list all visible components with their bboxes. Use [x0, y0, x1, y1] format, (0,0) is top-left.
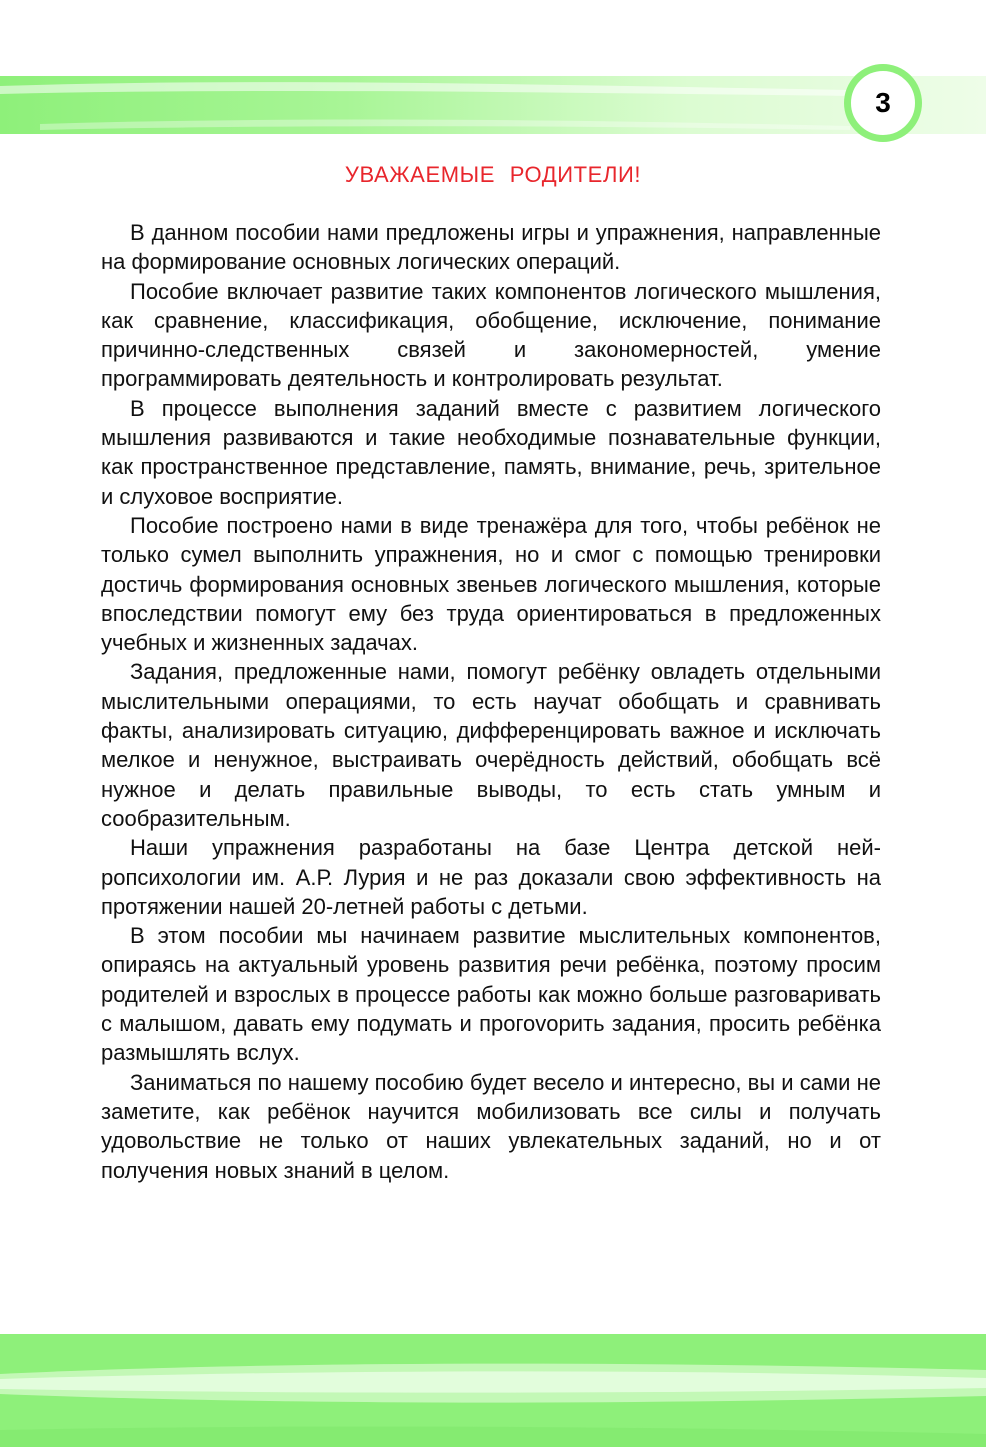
paragraph: Пособие включает развитие таких компонентов логического мышления, как сравнение, классификация, обобщение, исключение, понимание причинно-следственных связей и закономерностей, умение программировать деятельность и контролировать результат.	[101, 278, 881, 392]
page-number: 3	[875, 87, 891, 118]
paragraph: Наши упражнения разработаны на базе Центра детской нейропсихологии им. А.Р. Лурия и не раз доказали свою эффективность на протяжении нашей 20-летней работы с детьми.	[101, 835, 881, 919]
paragraph: Задания, предложенные нами, помогут ребёнку овладеть отдельными мыслительными операциями, то есть научат обобщать и сравнивать факты, анализировать ситуацию, дифференцировать важное и исключать мелкое и ненужное, выстраивать очерёдность действий, обобщать всё нужное и делать правильные выводы, то есть стать умным и сообразительным.	[101, 659, 881, 831]
page-title: УВАЖАЕМЫЕ РОДИТЕЛИ!	[344, 162, 642, 187]
paragraph: В данном пособии нами предложены игры и упражнения, направленные на формирование основных логических операций.	[101, 220, 881, 275]
footer-decorative-band	[0, 1334, 986, 1447]
header-decorative-band	[0, 76, 986, 134]
paragraph: Пособие построено нами в виде тренажёра для того, чтобы ребёнок не только сумел выполнить упражнения, но и смог с помощью тренировки достичь формирования основных звеньев логического мышления, которые впоследствии помогут ему без труда ориентироваться в предложенных учебных и жизненных задачах.	[101, 512, 881, 656]
body-text	[101, 218, 881, 1185]
paragraph: В процессе выполнения заданий вместе с развитием логического мышления развиваются и такие необходимые познавательные функции, как пространственное представление, память, внимание, речь, зрительное и слуховое восприятие.	[101, 395, 881, 509]
paragraph: В этом пособии мы начинаем развитие мыслительных компонентов, опираясь на актуальный уровень развития речи ребёнка, поэтому просим родителей и взрослых в процессе работы как можно больше разговаривать с малышом, давать ему подумать и прогоvорить задания, просить ребёнка размышлять вслух.	[101, 923, 881, 1066]
paragraph: Заниматься по нашему пособию будет весело и интересно, вы и сами не заметите, как ребёнок научится мобилизовать все силы и получать удовольствие не только от наших увлекательных заданий, но и от получения новых знаний в целом.	[101, 1069, 881, 1183]
page-number-badge	[844, 64, 922, 142]
